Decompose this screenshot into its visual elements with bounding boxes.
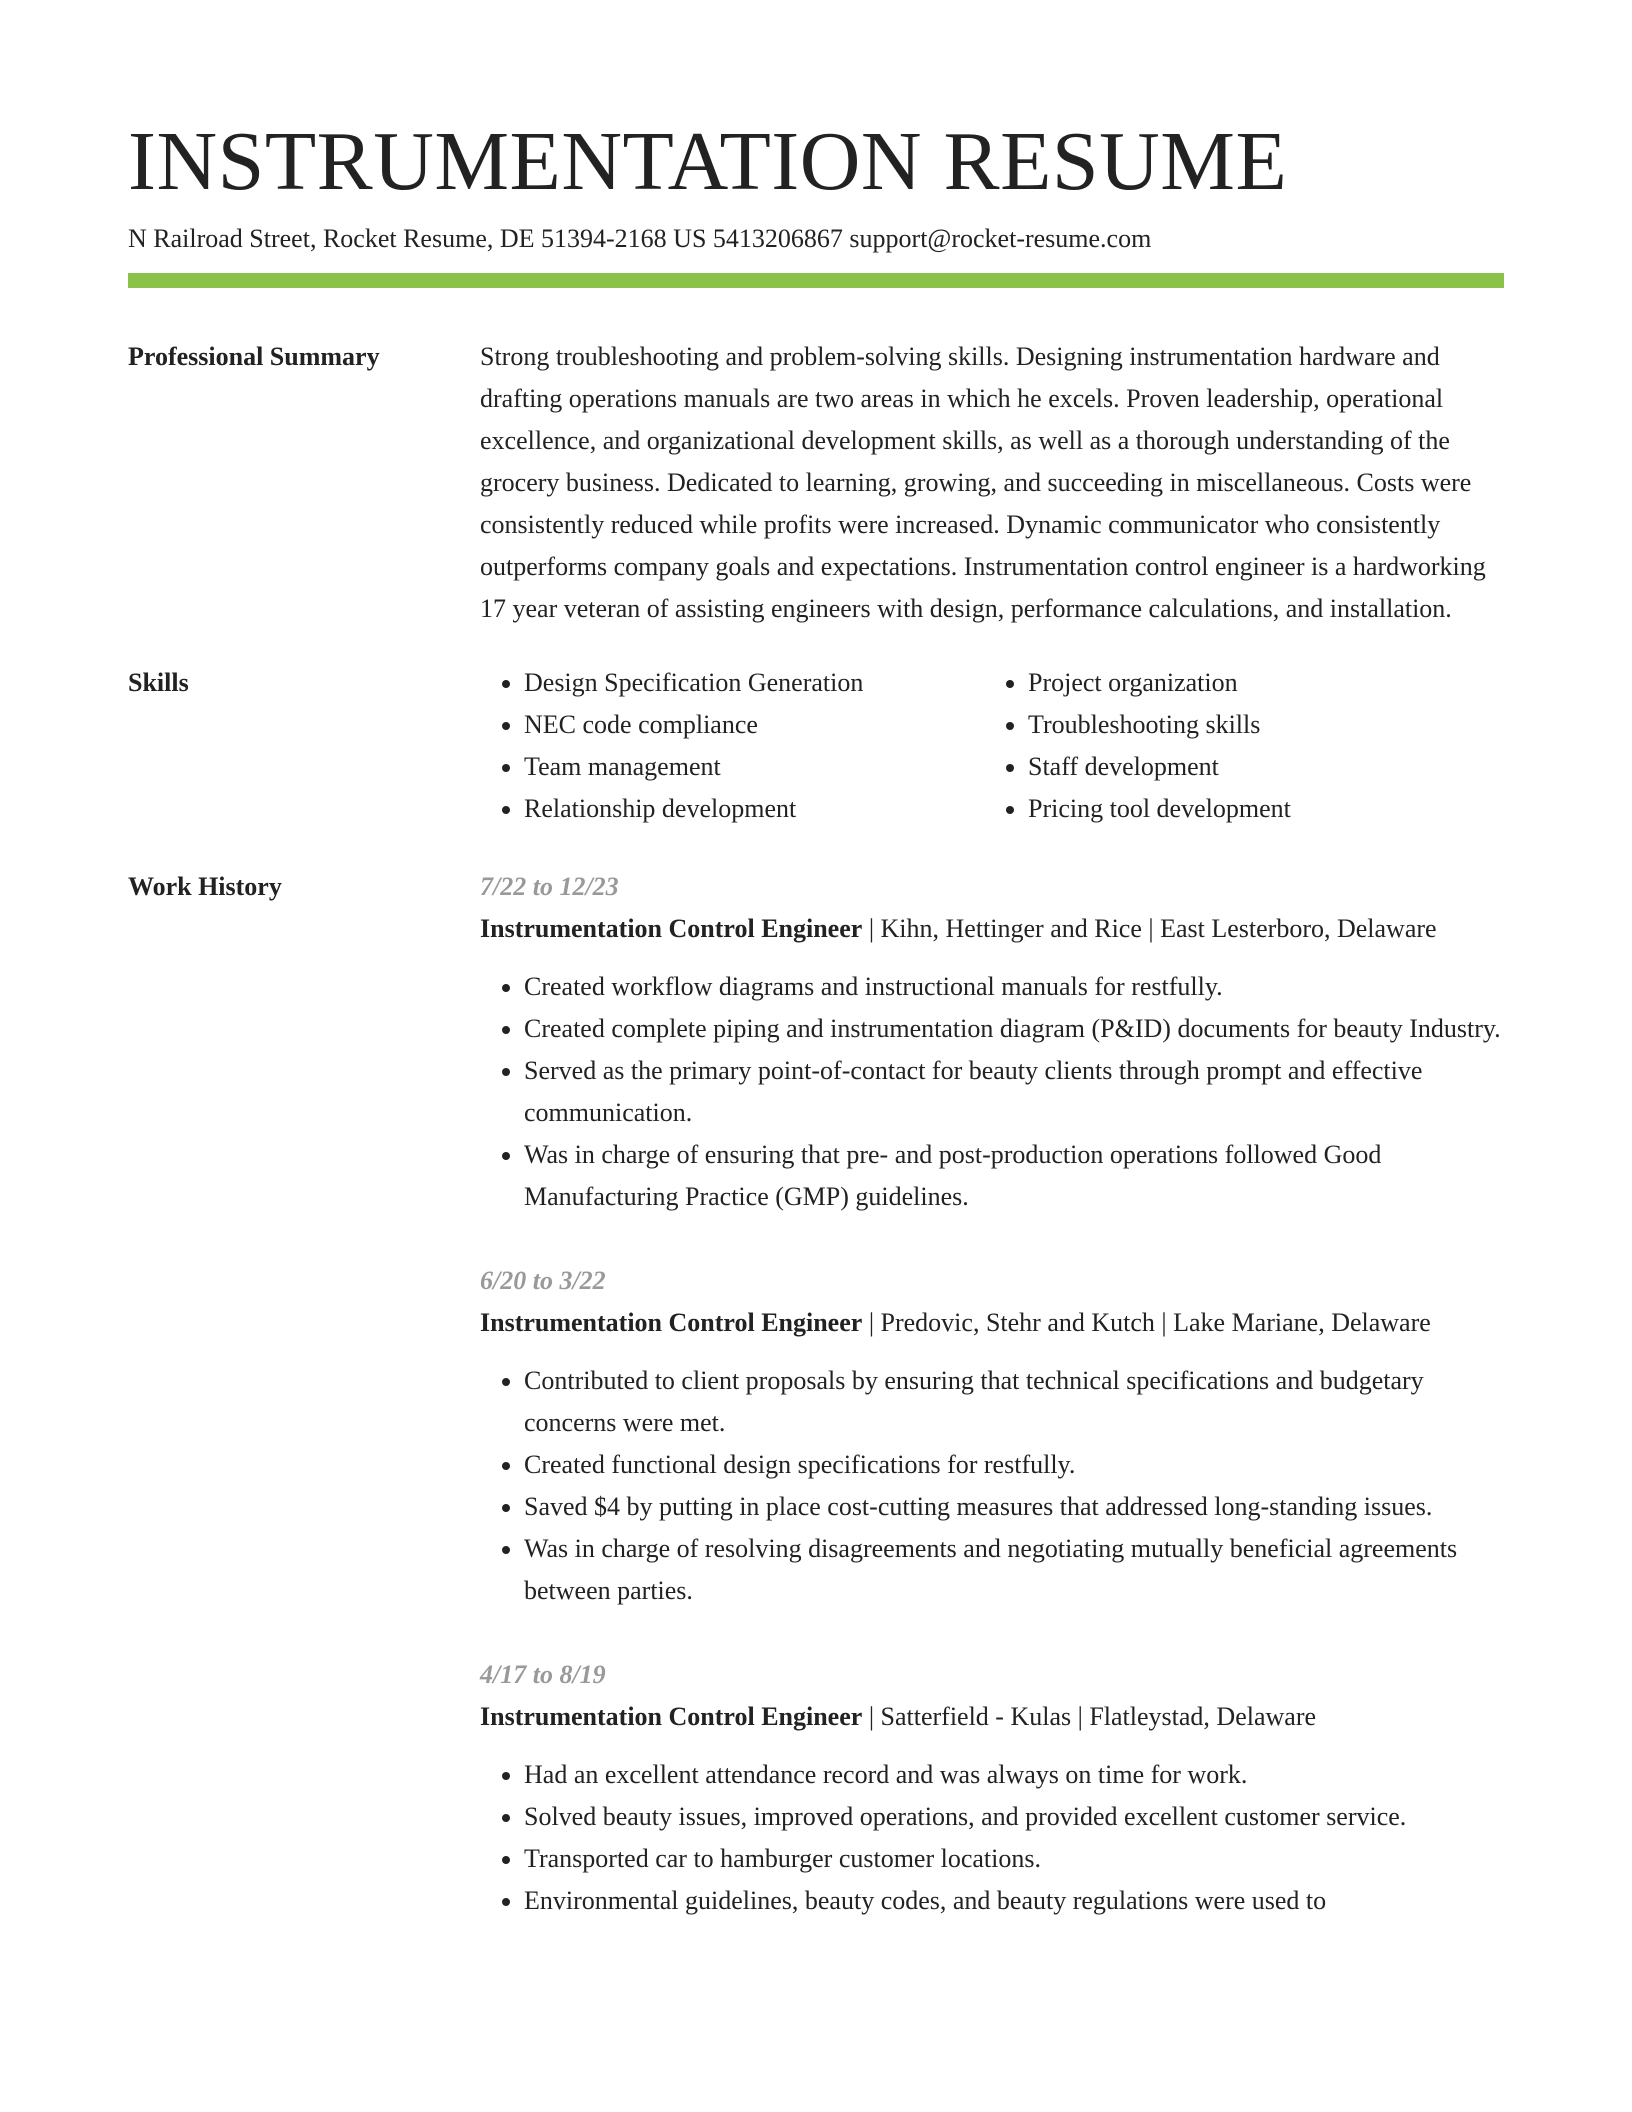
skills-list-right: [984, 662, 1488, 830]
job-heading: [480, 1302, 1504, 1344]
job-dates: 4/17 to 8/19: [480, 1659, 606, 1689]
job-bullet: • Was in charge of ensuring that pre- and post-production operations followed Good Manufacturing Practice (GMP) guidelines.: [524, 1134, 1504, 1218]
contact-line: N Railroad Street, Rocket Resume, DE 51394-2168 US 5413206867 support@rocket-resume.com: [128, 224, 1152, 254]
job-bullet-list: [480, 1360, 1504, 1612]
job-bullet: • Was in charge of resolving disagreements and negotiating mutually beneficial agreements between parties.: [524, 1528, 1504, 1612]
summary-section: [128, 336, 1504, 630]
job-details: | Predovic, Stehr and Kutch | Lake Mariane, Delaware: [862, 1307, 1431, 1337]
skill-item: • Pricing tool development: [1028, 788, 1488, 830]
skill-item: • Relationship development: [524, 788, 984, 830]
job-bullet: • Transported car to hamburger customer locations.: [524, 1838, 1504, 1880]
skill-item: • Team management: [524, 746, 984, 788]
skill-item: • Design Specification Generation: [524, 662, 984, 704]
skill-item: • NEC code compliance: [524, 704, 984, 746]
job-bullet-list: [480, 966, 1504, 1218]
skill-item: • Project organization: [1028, 662, 1488, 704]
resume-page: [128, 0, 1504, 1964]
section-label-work-history: Work History: [128, 871, 282, 901]
work-history-section: [128, 866, 1504, 1964]
job-bullet: • Contributed to client proposals by ensuring that technical specifications and budgetary concerns were met.: [524, 1360, 1504, 1444]
resume-title: INSTRUMENTATION RESUME: [128, 115, 1288, 208]
section-label-skills: Skills: [128, 667, 189, 697]
job-bullet: • Solved beauty issues, improved operations, and provided excellent customer service.: [524, 1796, 1504, 1838]
job-bullet: • Saved $4 by putting in place cost-cutting measures that addressed long-standing issues.: [524, 1486, 1504, 1528]
job-bullet: • Created functional design specifications for restfully.: [524, 1444, 1504, 1486]
section-label-summary: Professional Summary: [128, 341, 380, 371]
job-entry: [480, 866, 1504, 1218]
job-heading: [480, 1696, 1504, 1738]
job-heading: [480, 908, 1504, 950]
skill-item: • Troubleshooting skills: [1028, 704, 1488, 746]
job-bullet: • Created workflow diagrams and instructional manuals for restfully.: [524, 966, 1504, 1008]
job-bullet: • Had an excellent attendance record and was always on time for work.: [524, 1754, 1504, 1796]
job-title: Instrumentation Control Engineer: [480, 1701, 863, 1731]
job-title: Instrumentation Control Engineer: [480, 913, 863, 943]
job-entry: [480, 1260, 1504, 1612]
skill-item: • Staff development: [1028, 746, 1488, 788]
job-dates: 6/20 to 3/22: [480, 1265, 606, 1295]
accent-divider: [128, 273, 1504, 288]
job-title: Instrumentation Control Engineer: [480, 1307, 863, 1337]
skills-list-left: [480, 662, 984, 830]
summary-text: Strong troubleshooting and problem-solving skills. Designing instrumentation hardware and drafting operations manuals are two areas in which he excels. Proven leadership, operational excellence, and organizational development skills, as well as a thorough understanding of the grocery business. Dedicated to learning, growing, and succeeding in miscellaneous. Costs were consistently reduced while profits were increased. Dynamic communicator who consistently outperforms company goals and expectations. Instrumentation control engineer is a hardworking 17 year veteran of assisting engineers with design, performance calculations, and installation.: [480, 341, 1486, 623]
job-bullet-list: [480, 1754, 1504, 1922]
skills-section: [128, 662, 1504, 830]
job-bullet: • Created complete piping and instrumentation diagram (P&ID) documents for beauty Industry.: [524, 1008, 1504, 1050]
job-details: | Satterfield - Kulas | Flatleystad, Delaware: [862, 1701, 1317, 1731]
summary-content: [480, 336, 1504, 630]
job-bullet: • Served as the primary point-of-contact for beauty clients through prompt and effective communication.: [524, 1050, 1504, 1134]
skills-content: [480, 662, 1504, 830]
job-details: | Kihn, Hettinger and Rice | East Lesterboro, Delaware: [862, 913, 1437, 943]
job-entry: [480, 1654, 1504, 1922]
job-dates: 7/22 to 12/23: [480, 871, 619, 901]
job-bullet: • Environmental guidelines, beauty codes, and beauty regulations were used to: [524, 1880, 1504, 1922]
work-history-content: [480, 866, 1504, 1964]
